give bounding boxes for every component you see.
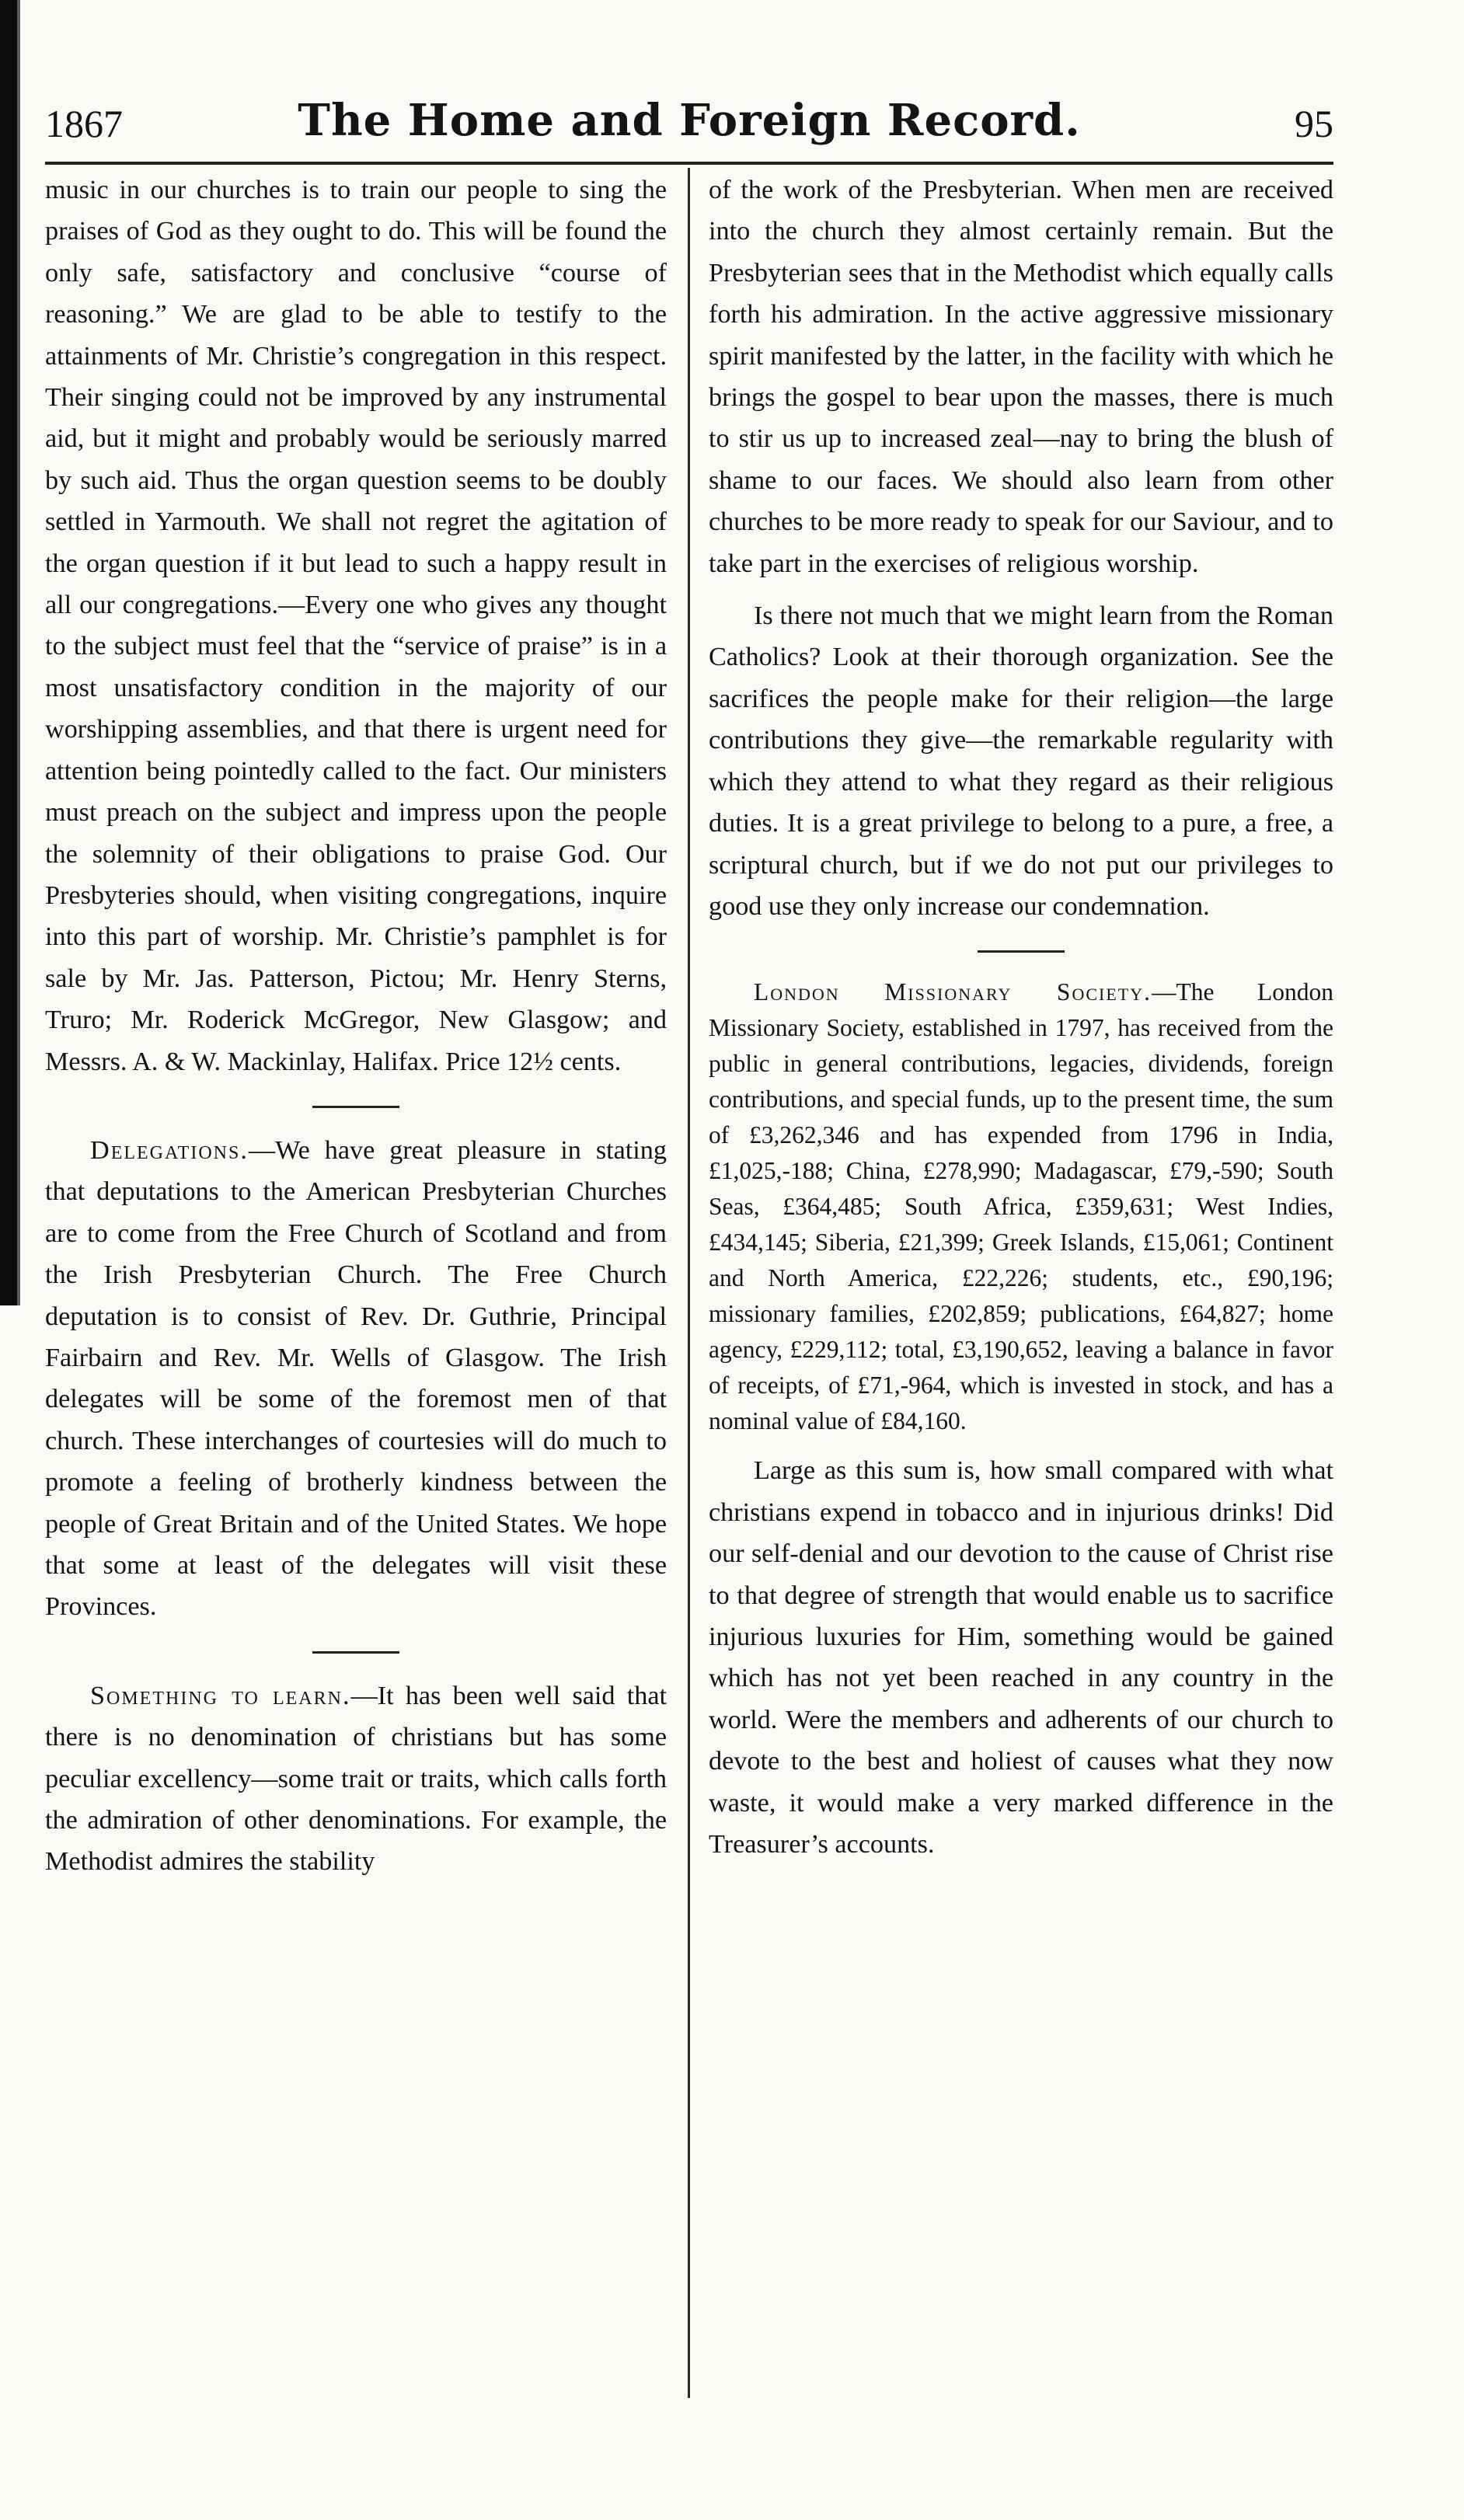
column-divider	[688, 168, 690, 2398]
organ-question-paragraph: music in our churches is to train our people to sing the praises of God as they ought to do. This will be found the only safe, satisfactory and conclusive “course of reasoning.” We are glad to be able to testify to the attainments of Mr. Christie’s congregation in this respect. Their singing could not be improved by any instrumental aid, but it might and probably would be seriously marred by such aid. Thus the organ question seems to be doubly settled in Yarmouth. We shall not regret the agitation of the organ question if it but lead to such a happy result in all our congregations.—Every one who gives any thought to the subject must feel that the “service of praise” is in a most unsatisfactory condition in the majority of our worshipping assemblies, and that there is urgent need for attention being pointedly called to the fact. Our ministers must preach on the subject and impress upon the people the solemnity of their obligations to praise God. Our Presbyteries should, when visiting congregations, inquire into this part of worship. Mr. Christie’s pamphlet is for sale by Mr. Jas. Patterson, Pictou; Mr. Henry Sterns, Truro; Mr. Roderick McGregor, New Glasgow; and Messrs. A. & W. Mackinlay, Halifax. Price 12½ cents.	[45, 176, 667, 1076]
delegations-heading: Delegations.	[90, 1135, 249, 1165]
roman-catholics-paragraph: Is there not much that we might learn from the Roman Catholics? Look at their thorough organization. See the sacrifices the people make for their religion—the large contributions they give—the remarkable regularity with which they attend to what they regard as their religious duties. It is a great privilege to belong to a pure, a free, a scriptural church, but if we do not put our privileges to good use they only increase our condemnation.	[709, 601, 1333, 921]
section-separator	[312, 1106, 399, 1108]
something-to-learn-heading: Something to learn.	[90, 1681, 351, 1710]
section-separator	[978, 950, 1065, 953]
lms-heading: London Missionary Society.	[754, 978, 1152, 1006]
left-column	[45, 169, 667, 1883]
page-number: 95	[1295, 102, 1333, 145]
delegations-article	[45, 1130, 667, 1628]
lms-body: —The London Missionary Society, established in 1797, has received from the public in general contributions, legacies, dividends, foreign contributions, and special funds, up to the present time, the sum of £3,262,346 and has expended from 1796 in India, £1,025,-188; China, £278,990; Madagascar, £79,-590; South Seas, £364,485; South Africa, £359,631; West Indies, £434,145; Siberia, £21,399; Greek Islands, £15,061; Continent and North America, £22,226; students, etc., £90,196; missionary families, £202,859; publications, £64,827; home agency, £229,112; total, £3,190,652, leaving a balance in favor of receipts, of £71,-964, which is invested in stock, and has a nominal value of £84,160.	[709, 978, 1334, 1435]
presbyterian-paragraph: of the work of the Presbyterian. When men are received into the church they almost certainly remain. But the Presbyterian sees that in the Methodist which equally calls forth his admiration. In the active aggressive missionary spirit manifested by the latter, in the facility with which he brings the gospel to bear upon the masses, there is much to stir us up to increased zeal—nay to bring the blush of shame to our faces. We should also learn from other churches to be more ready to speak for our Saviour, and to take part in the exercises of religious worship.	[709, 176, 1333, 578]
running-header	[45, 92, 1333, 157]
header-year: 1867	[45, 102, 123, 145]
something-to-learn-body: —It has been well said that there is no denomination of christians but has some peculiar excellency—some trait or traits, which calls forth the admiration of other denominations. For example, the Methodist admires the stability	[45, 1681, 667, 1877]
delegations-body: —We have great pleasure in stating that deputations to the American Presbyterian Churches are to come from the Free Church of Scotland and from the Irish Presbyterian Church. The Free Church deputation is to consist of Rev. Dr. Guthrie, Principal Fairbairn and Rev. Mr. Wells of Glasgow. The Irish delegates will be some of the foremost men of that church. These interchanges of courtesies will do much to promote a feeling of brotherly kindness between the people of Great Britain and of the United States. We hope that some at least of the delegates will visit these Provinces.	[45, 1135, 667, 1622]
something-to-learn-article	[45, 1675, 667, 1883]
binding-edge-shadow	[17, 0, 20, 1305]
journal-title: The Home and Foreign Record.	[298, 95, 1081, 146]
right-column	[709, 169, 1333, 1865]
binding-edge	[0, 0, 17, 1305]
london-missionary-society-article	[709, 974, 1333, 1439]
tobacco-drinks-paragraph: Large as this sum is, how small compared with what christians expend in tobacco and in injurious drinks! Did our self-denial and our devotion to the cause of Christ rise to that degree of strength that would enable us to sacrifice injurious luxuries for Him, something would be gained which has not yet been reached in any country in the world. Were the members and adherents of our church to devote to the best and holiest of causes what they now waste, it would make a very marked difference in the Treasurer’s accounts.	[709, 1456, 1333, 1859]
header-rule	[45, 162, 1333, 165]
section-separator	[312, 1651, 399, 1654]
